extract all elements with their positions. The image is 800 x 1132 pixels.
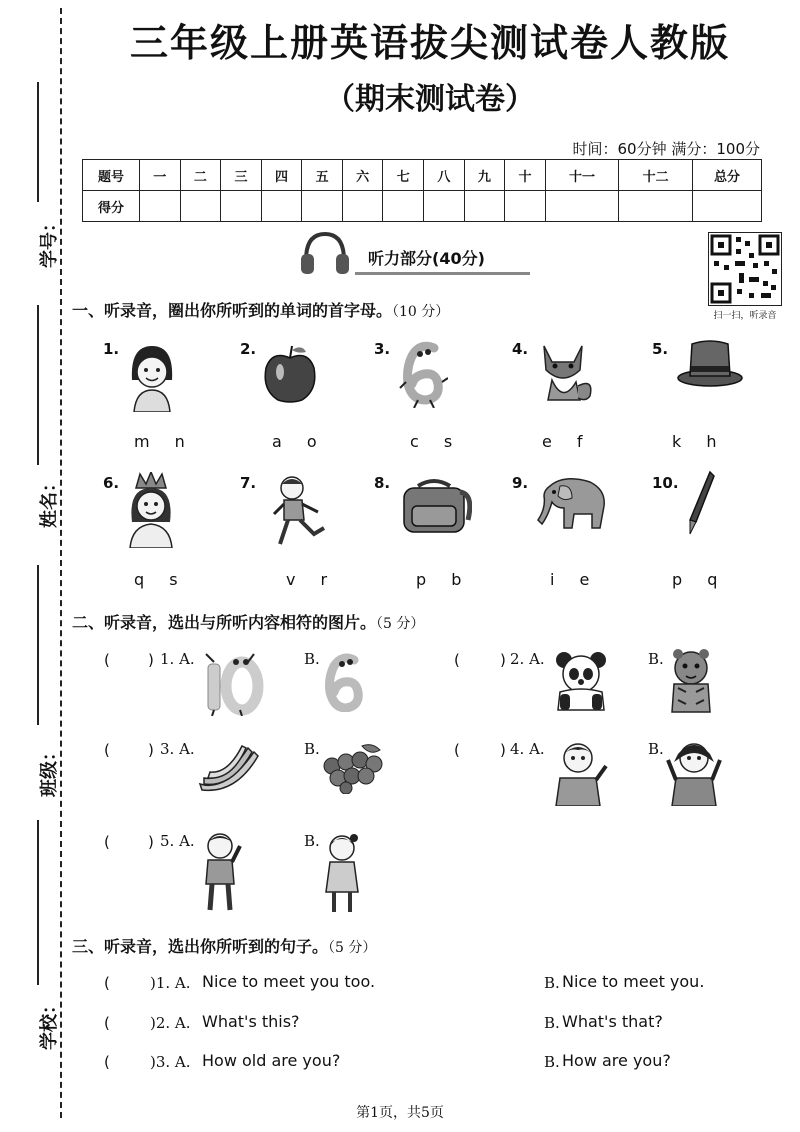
girl-pointing-icon[interactable]	[664, 738, 724, 806]
section2-points: （5 分）	[376, 616, 425, 632]
score-input-cell[interactable]	[464, 191, 505, 222]
score-input-cell[interactable]	[342, 191, 383, 222]
section2-heading-text: 二、听录音，选出与所听内容相符的图片。	[72, 613, 377, 632]
section1-heading	[72, 298, 449, 321]
section3-heading	[72, 934, 376, 957]
sentence-option-a[interactable]: What's this?	[202, 1012, 300, 1031]
item-number: 10.	[652, 474, 679, 492]
score-input-cell[interactable]	[383, 191, 424, 222]
listening-underline	[355, 272, 530, 275]
xingming-blank-line	[37, 305, 39, 465]
answer-blank[interactable]	[462, 648, 498, 670]
score-input-cell[interactable]	[221, 191, 262, 222]
answer-paren-open: (	[104, 974, 110, 992]
apple-icon	[262, 344, 318, 404]
answer-blank[interactable]	[110, 1050, 146, 1072]
answer-paren-close: )	[500, 651, 506, 669]
answer-paren-open: (	[104, 1014, 110, 1032]
banji-blank-line	[37, 565, 39, 725]
answer-paren-open: (	[104, 651, 110, 669]
answer-paren-close: )	[148, 833, 154, 851]
item-number: 1.	[103, 340, 120, 358]
number-six-icon[interactable]	[322, 650, 366, 712]
score-input-cell[interactable]	[693, 191, 762, 222]
score-input-cell[interactable]	[261, 191, 302, 222]
option-label: B.	[304, 740, 320, 758]
answer-paren-close: )	[148, 741, 154, 759]
page-title: 三年级上册英语拔尖测试卷人教版	[129, 21, 730, 65]
item-number: 4.	[512, 340, 529, 358]
answer-paren-close: )	[500, 741, 506, 759]
sentence-option-b[interactable]: Nice to meet you.	[562, 972, 705, 991]
letter-choices[interactable]: k h	[672, 432, 727, 451]
section2-heading	[72, 610, 424, 633]
letter-choices[interactable]: a o	[272, 432, 327, 451]
sentence-option-a[interactable]: How old are you?	[202, 1051, 341, 1070]
score-cell: 七	[383, 160, 424, 191]
qr-code-icon[interactable]	[708, 232, 782, 306]
option-label: 2. A.	[510, 650, 545, 668]
answer-blank[interactable]	[110, 738, 146, 760]
score-cell: 总分	[693, 160, 762, 191]
item-number: 8.	[374, 474, 391, 492]
page-footer: 第1页，共5页	[356, 1105, 444, 1121]
score-input-cell[interactable]	[302, 191, 343, 222]
section3-heading-text: 三、听录音，选出你所听到的句子。	[72, 937, 329, 956]
score-cell: 二	[180, 160, 221, 191]
headphones-icon	[298, 230, 352, 276]
boy-pointing-icon[interactable]	[552, 740, 610, 806]
item-number: 6.	[103, 474, 120, 492]
score-input-cell[interactable]	[424, 191, 465, 222]
grapes-icon[interactable]	[322, 742, 386, 794]
item-number: 9.	[512, 474, 529, 492]
score-input-cell[interactable]	[545, 191, 619, 222]
letter-choices[interactable]: q s	[134, 570, 188, 589]
score-cell: 五	[302, 160, 343, 191]
tiger-icon[interactable]	[666, 648, 716, 714]
xingming-label: 姓名：	[39, 474, 60, 528]
score-cell: 十一	[545, 160, 619, 191]
item-number: 3.	[374, 340, 391, 358]
letter-choices[interactable]: p q	[672, 570, 728, 589]
xuexiao-label: 学校：	[39, 996, 60, 1050]
option-label: B.	[544, 974, 560, 992]
score-cell: 一	[140, 160, 181, 191]
hat-icon	[676, 338, 744, 388]
listening-section-title: 听力部分(40分)	[368, 249, 485, 268]
girl-face-icon	[126, 340, 178, 412]
banana-icon[interactable]	[196, 744, 262, 792]
option-label: 3. A.	[160, 740, 195, 758]
answer-paren-open: (	[104, 1053, 110, 1071]
xuehao-label: 学号：	[39, 214, 60, 268]
answer-paren-open: (	[454, 651, 460, 669]
answer-blank[interactable]	[462, 738, 498, 760]
sentence-number: )1. A.	[150, 974, 191, 992]
option-label: 4. A.	[510, 740, 545, 758]
score-cell: 四	[261, 160, 302, 191]
running-boy-icon	[270, 474, 328, 548]
score-input-cell[interactable]	[180, 191, 221, 222]
binding-dashed-line	[60, 8, 62, 1118]
answer-paren-open: (	[454, 741, 460, 759]
score-cell: 九	[464, 160, 505, 191]
item-number: 2.	[240, 340, 257, 358]
option-label: B.	[648, 650, 664, 668]
option-label: B.	[544, 1053, 560, 1071]
sentence-option-a[interactable]: Nice to meet you too.	[202, 972, 376, 991]
answer-blank[interactable]	[110, 648, 146, 670]
banji-label: 班级：	[39, 743, 60, 797]
letter-choices[interactable]: m n	[134, 432, 195, 451]
bag-icon	[398, 476, 472, 536]
item-number: 5.	[652, 340, 669, 358]
sentence-number: )2. A.	[150, 1014, 191, 1032]
score-cell: 八	[424, 160, 465, 191]
answer-paren-open: (	[104, 741, 110, 759]
section1-heading-text: 一、听录音，圈出你所听到的单词的首字母。	[72, 301, 393, 320]
boy-waving-icon[interactable]	[200, 830, 246, 912]
score-table	[82, 159, 762, 222]
score-table-score-row	[83, 191, 762, 222]
pen-icon	[682, 470, 716, 538]
answer-blank[interactable]	[110, 1011, 146, 1033]
xuexiao-blank-line	[37, 820, 39, 985]
score-input-cell[interactable]	[140, 191, 181, 222]
score-cell: 十	[505, 160, 546, 191]
page-subtitle: （期末测试卷）	[325, 82, 535, 117]
score-input-cell[interactable]	[619, 191, 693, 222]
option-label: 5. A.	[160, 832, 195, 850]
sentence-option-b[interactable]: How are you?	[562, 1051, 671, 1070]
option-label: B.	[304, 650, 320, 668]
time-info: 时间：60分钟 满分：100分	[572, 140, 760, 158]
number-six-icon	[398, 338, 448, 408]
answer-blank[interactable]	[110, 971, 146, 993]
score-table-header-row	[83, 160, 762, 191]
girl-standing-icon[interactable]	[322, 830, 362, 914]
letter-choices[interactable]: p b	[416, 570, 472, 589]
score-cell: 六	[342, 160, 383, 191]
letter-choices[interactable]: v r	[286, 570, 338, 589]
answer-blank[interactable]	[110, 830, 146, 852]
option-label: B.	[304, 832, 320, 850]
score-input-cell[interactable]	[505, 191, 546, 222]
qr-caption: 扫一扫，听录音	[713, 311, 777, 321]
section3-points: （5 分）	[328, 940, 377, 956]
queen-icon	[126, 472, 176, 548]
answer-paren-close: )	[148, 651, 154, 669]
score-row-label: 得分	[83, 191, 140, 222]
item-number: 7.	[240, 474, 257, 492]
number-ten-icon[interactable]	[200, 650, 264, 716]
sentence-option-b[interactable]: What's that?	[562, 1012, 663, 1031]
answer-paren-open: (	[104, 833, 110, 851]
letter-choices[interactable]: e f	[542, 432, 593, 451]
sentence-number: )3. A.	[150, 1053, 191, 1071]
section1-points: （10 分）	[392, 304, 450, 320]
score-cell: 题号	[83, 160, 140, 191]
xuehao-blank-line	[37, 82, 39, 202]
option-label: B.	[544, 1014, 560, 1032]
panda-icon[interactable]	[552, 650, 610, 712]
fox-icon	[532, 342, 594, 404]
letter-choices[interactable]: i e	[550, 570, 600, 589]
letter-choices[interactable]: c s	[410, 432, 463, 451]
option-label: 1. A.	[160, 650, 195, 668]
option-label: B.	[648, 740, 664, 758]
elephant-icon	[534, 472, 608, 530]
score-cell: 十二	[619, 160, 693, 191]
score-cell: 三	[221, 160, 262, 191]
